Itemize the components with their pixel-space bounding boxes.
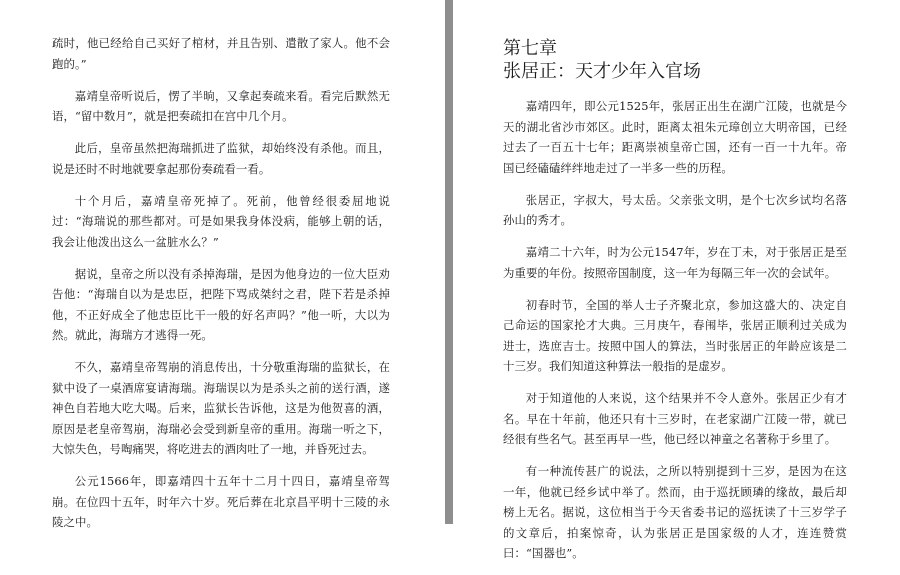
right-page-body <box>503 96 847 564</box>
chapter-title: 张居正：天才少年入官场 <box>503 61 701 82</box>
paragraph: 对于知道他的人来说，这个结果并不令人意外。张居正少有才名。早在十年前，他还只有十三岁时，在老家湖广江陵一带，就已经很有些名气。甚至再早一些，他已经以神童之名著称于乡里了。 <box>503 391 847 446</box>
left-page-text <box>52 33 390 544</box>
paragraph: 有一种流传甚广的说法，之所以特别提到十三岁，是因为在这一年，他就已经乡试中举了。然而，由于巡抚顾璘的缘故，最后却榜上无名。据说，这位相当于今天省委书记的巡抚读了十三岁学子的文章后，拍案惊奇，认为张居正是国家级的人才，连连赞赏曰：“国器也”。 <box>503 464 847 560</box>
paragraph: 张居正，字叔大，号太岳。父亲张文明，是个七次乡试均名落孙山的秀才。 <box>503 192 847 227</box>
paragraph: 初春时节，全国的举人士子齐聚北京，参加这盛大的、决定自己命运的国家抡才大典。三月庚午，春闱毕，张居正顺利过关成为进士，选庶吉士。按照中国人的算法，当时张居正的年龄应该是二十三岁。我们知道这种算法一般指的是虚岁。 <box>503 297 847 373</box>
paragraph: 嘉靖四年，即公元1525年，张居正出生在湖广江陵，也就是今天的湖北省沙市郊区。此时，距离太祖朱元璋创立大明帝国，已经过去了一百五十七年；距离崇祯皇帝亡国，还有一百一十九年。帝国已经磕磕绊绊地走过了一半多一些的历程。 <box>503 99 847 175</box>
paragraph: 此后，皇帝虽然把海瑞抓进了监狱，却始终没有杀他。而且，说是还时不时地就要拿起那份奏疏看一看。 <box>52 141 390 176</box>
paragraph: 据说，皇帝之所以没有杀掉海瑞，是因为他身边的一位大臣劝告他：“海瑞自以为是忠臣，把陛下骂成桀纣之君，陛下若是杀掉他，不正好成全了他忠臣比干一般的好名声吗？”他一听，大以为然。就此，海瑞方才逃得一死。 <box>52 266 390 342</box>
page-gutter <box>445 0 453 524</box>
paragraph: 嘉靖皇帝听说后，愣了半晌，又拿起奏疏来看。看完后默然无语，“留中数月”，就是把奏疏扣在宫中几个月。 <box>52 88 390 123</box>
paragraph: 嘉靖二十六年，时为公元1547年，岁在丁未，对于张居正是至为重要的年份。按照帝国制度，这一年为每隔三年一次的会试年。 <box>503 245 847 280</box>
right-page-text <box>503 38 847 575</box>
paragraph: 十个月后，嘉靖皇帝死掉了。死前，他曾经很委屈地说过：“海瑞说的那些都对。可是如果我身体没病，能够上朝的话，我会让他泼出这么一盆脏水么？” <box>52 193 390 249</box>
chapter-number: 第七章 <box>503 38 557 59</box>
right-page <box>453 0 900 560</box>
left-page <box>0 0 445 529</box>
paragraph: 公元1566年，即嘉靖四十五年十二月十四日，嘉靖皇帝驾崩。在位四十五年，时年六十岁。死后葬在北京昌平明十三陵的永陵之中。 <box>52 474 390 529</box>
paragraph: 不久，嘉靖皇帝驾崩的消息传出，十分敬重海瑞的监狱长，在狱中设了一桌酒席宴请海瑞。海瑞误以为是杀头之前的送行酒，遂神色自若地大吃大喝。后来，监狱长告诉他，这是为他贺喜的酒，原因是老皇帝驾崩，海瑞必会受到新皇帝的重用。海瑞一听之下，大惊失色，号啕痛哭，将吃进去的酒肉吐了一地，并昏死过去。 <box>52 360 390 456</box>
paragraph: 疏时，他已经给自己买好了棺材，并且告别、遣散了家人。他不会跑的。” <box>52 36 390 71</box>
